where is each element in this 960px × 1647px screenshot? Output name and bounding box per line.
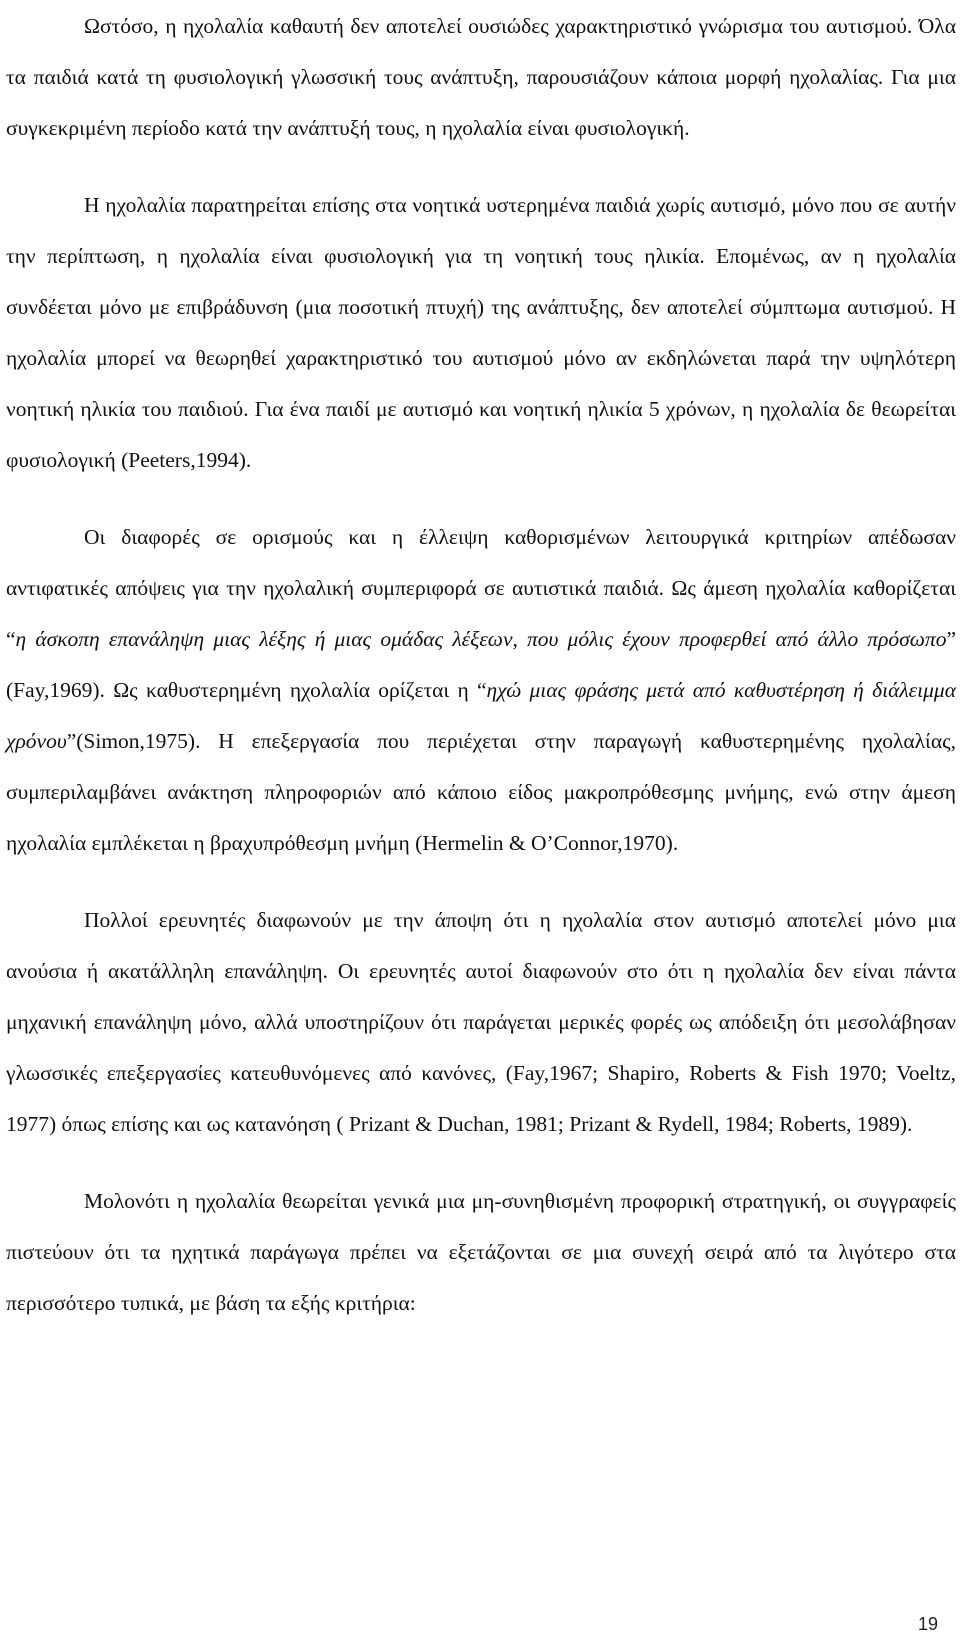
text-segment: ” (Fay,1969). Ως καθυστερημένη ηχολαλία ορίζεται η “ — [6, 627, 956, 702]
text-segment: Η ηχολαλία παρατηρείται επίσης στα νοητικά υστερημένα παιδιά χωρίς αυτισμό, μόνο που σε αυτήν την περίπτωση, η ηχολαλία είναι φυσιολογική για τη νοητική τους ηλικία. Επομένως, αν η ηχολαλία συνδέεται μόνο με επιβράδυνση (μια ποσοτική πτυχή) της ανάπτυξης, δεν αποτελεί σύμπτωμα αυτισμού. Η ηχολαλία μπορεί να θεωρηθεί χαρακτηριστικό του αυτισμού μόνο αν εκδηλώνεται παρά την υψηλότερη νοητική ηλικία του παιδιού. Για ένα παιδί με αυτισμό και νοητική ηλικία 5 χρόνων, η ηχολαλία δε θεωρείται φυσιολογική (Peeters,1994). — [6, 193, 956, 472]
paragraph-4 — [6, 895, 956, 1150]
text-segment: Ωστόσο, η ηχολαλία καθαυτή δεν αποτελεί ουσιώδες χαρακτηριστικό γνώρισμα του αυτισμού. Όλα τα παιδιά κατά τη φυσιολογική γλωσσική τους ανάπτυξη, παρουσιάζουν κάποια μορφή ηχολαλίας. Για μια συγκεκριμένη περίοδο κατά την ανάπτυξή τους, η ηχολαλία είναι φυσιολογική. — [6, 14, 956, 140]
page-number: 19 — [917, 1614, 938, 1634]
italic-quote: ηχώ μιας φράσης μετά από καθυστέρηση ή διάλειμμα χρόνου — [6, 678, 956, 753]
text-segment: ”(Simon,1975). Η επεξεργασία που περιέχεται στην παραγωγή καθυστερημένης ηχολαλίας, συμπεριλαμβάνει ανάκτηση πληροφοριών από κάποιο είδος μακροπρόθεσμης μνήμης, ενώ στην άμεση ηχολαλία εμπλέκεται η βραχυπρόθεσμη μνήμη (Hermelin & O’Connor,1970). — [6, 729, 956, 855]
text-segment: Μολονότι η ηχολαλία θεωρείται γενικά μια μη-συνηθισμένη προφορική στρατηγική, οι συγγραφείς πιστεύουν ότι τα ηχητικά παράγωγα πρέπει να εξετάζονται σε μια συνεχή σειρά από τα λιγότερο στα περισσότερο τυπικά, με βάση τα εξής κριτήρια: — [6, 1189, 956, 1315]
italic-quote: η άσκοπη επανάληψη μιας λέξης ή μιας ομάδας λέξεων, που μόλις έχουν προφερθεί από άλλο πρόσωπο — [15, 627, 947, 651]
text-segment: Πολλοί ερευνητές διαφωνούν με την άποψη ότι η ηχολαλία στον αυτισμό αποτελεί μόνο μια ανούσια ή ακατάλληλη επανάληψη. Οι ερευνητές αυτοί διαφωνούν στο ότι η ηχολαλία δεν είναι πάντα μηχανική επανάληψη μόνο, αλλά υποστηρίζουν ότι παράγεται μερικές φορές ως απόδειξη ότι μεσολάβησαν γλωσσικές επεξεργασίες κατευθυνόμενες από κανόνες, (Fay,1967; Shapiro, Roberts & Fish 1970; Voeltz, 1977) όπως επίσης και ως κατανόηση ( Prizant & Duchan, 1981; Prizant & Rydell, 1984; Roberts, 1989). — [6, 908, 956, 1136]
paragraph-1 — [6, 1, 956, 154]
text-segment: Οι διαφορές σε ορισμούς και η έλλειψη καθορισμένων λειτουργικά κριτηρίων απέδωσαν αντιφατικές απόψεις για την ηχολαλική συμπεριφορά σε αυτιστικά παιδιά. Ως άμεση ηχολαλία καθορίζεται “ — [6, 525, 956, 651]
paragraph-3 — [6, 512, 956, 869]
paragraph-5 — [6, 1176, 956, 1329]
paragraph-2 — [6, 180, 956, 486]
body-text — [6, 1, 956, 1329]
